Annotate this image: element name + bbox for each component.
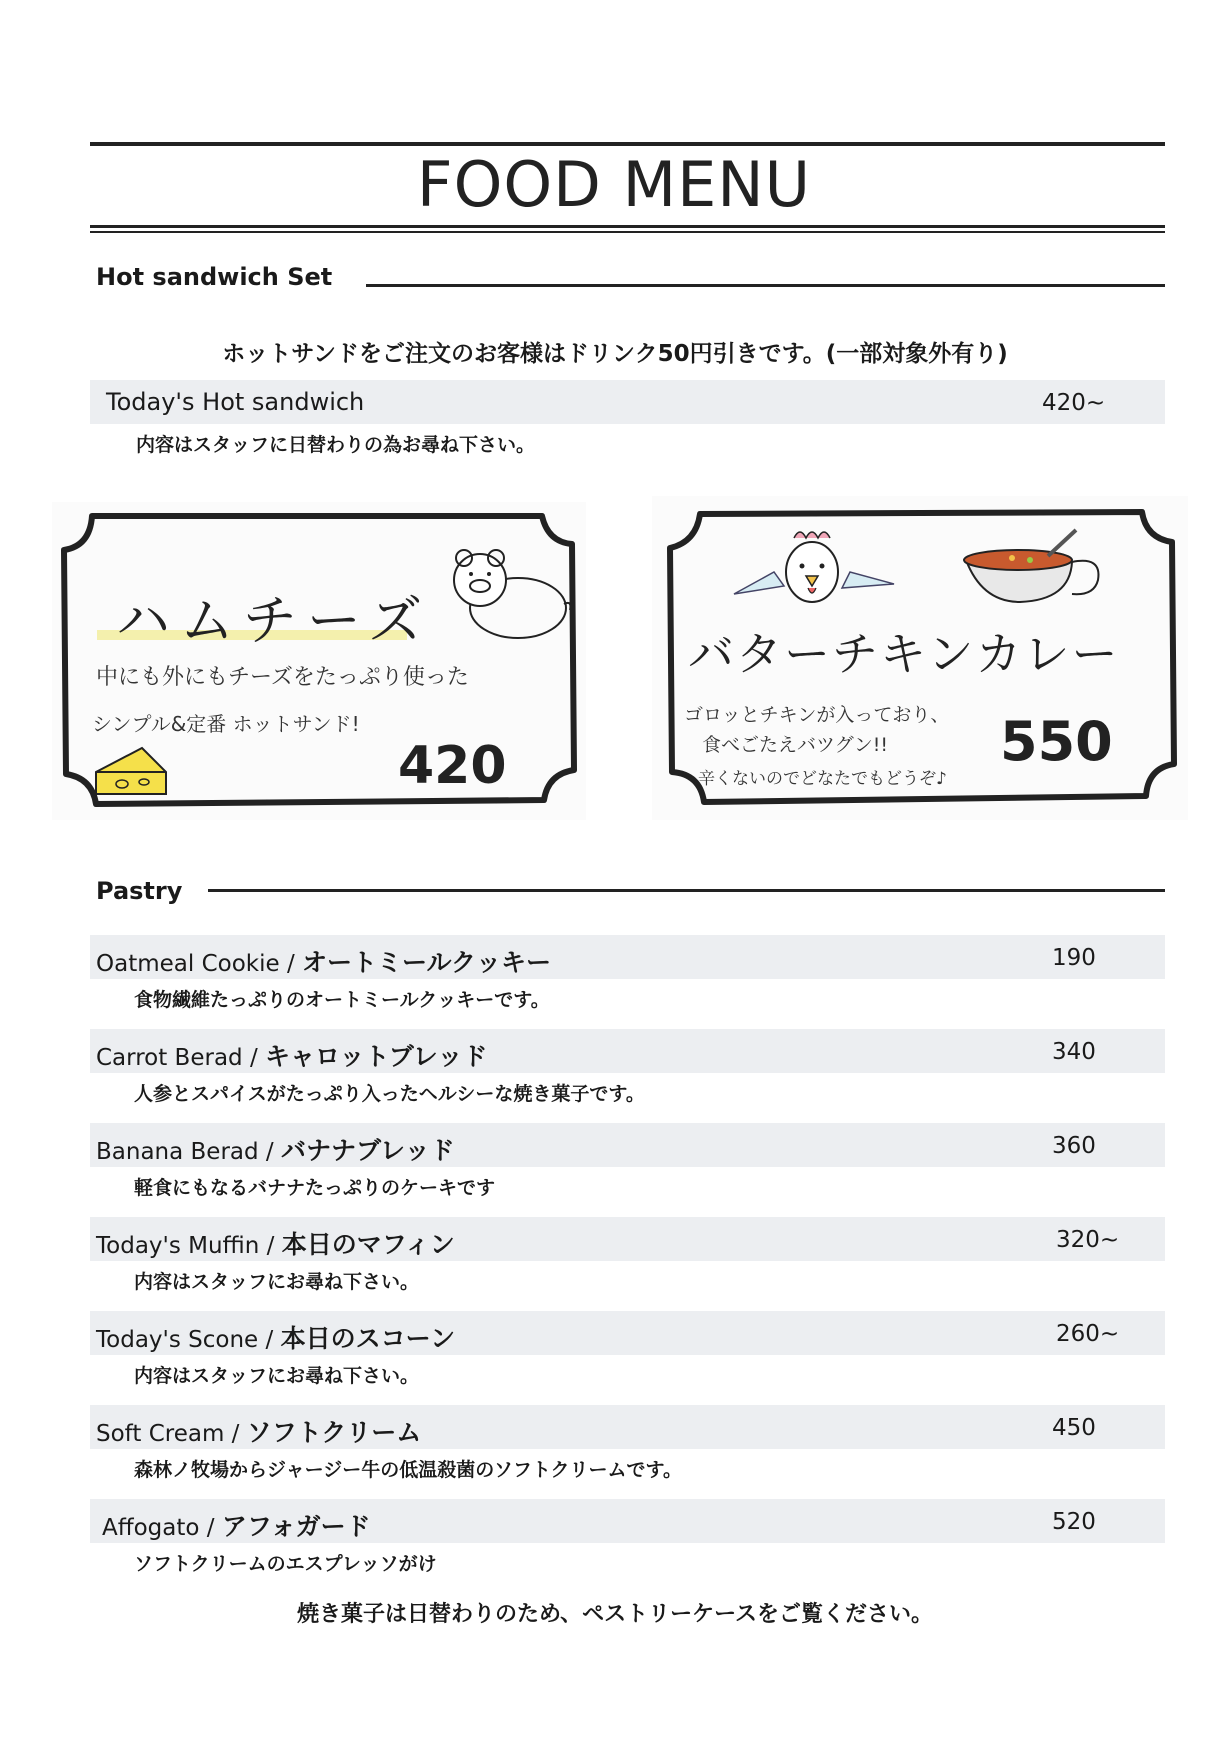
title-bottom-rule-1	[90, 225, 1165, 228]
pastry-item-desc: 人参とスパイスがたっぷり入ったヘルシーな焼き菓子です。	[134, 1083, 645, 1105]
pastry-item-price: 340	[1052, 1039, 1096, 1065]
pastry-item-jp: キャロットブレッド	[265, 1042, 488, 1071]
pastry-item-desc: 内容はスタッフにお尋ね下さい。	[134, 1365, 420, 1387]
pastry-item-name	[96, 1413, 421, 1449]
pastry-item-name	[96, 1225, 455, 1261]
pastry-item-desc: 軽食にもなるバナナたっぷりのケーキです	[134, 1177, 496, 1199]
pastry-item-jp: バナナブレッド	[280, 1136, 455, 1165]
pastry-heading-rule	[208, 889, 1165, 892]
ham-cheese-line2: シンプル&定番 ホットサンド!	[92, 712, 360, 736]
hot-sandwich-desc: 内容はスタッフに日替わりの為お尋ね下さい。	[136, 434, 536, 456]
drink-discount-notice: ホットサンドをご注文のお客様はドリンク50円引きです。(一部対象外有り)	[222, 341, 1008, 367]
title-bottom-rule-2	[90, 231, 1165, 233]
pastry-item-desc: 食物繊維たっぷりのオートミールクッキーです。	[134, 989, 550, 1011]
pastry-item-name	[96, 1037, 488, 1073]
pastry-item-price: 450	[1052, 1415, 1096, 1441]
butter-chicken-line2: 食べごたえバツグン!!	[702, 734, 889, 756]
pastry-item-jp: オートミールクッキー	[302, 948, 552, 977]
hot-sandwich-price: 420~	[1042, 390, 1106, 416]
pastry-item-separator: /	[259, 1233, 282, 1259]
ham-cheese-price: 420	[398, 736, 507, 796]
pastry-heading: Pastry	[96, 877, 183, 905]
pastry-item-desc: ソフトクリームのエスプレッソがけ	[134, 1553, 437, 1575]
pastry-item-price: 190	[1052, 945, 1096, 971]
hot-sandwich-heading-rule	[366, 284, 1165, 287]
pastry-item-name	[96, 1131, 455, 1167]
butter-chicken-line1: ゴロッとチキンが入っており、	[684, 704, 950, 726]
pastry-item-en: Today's Scone	[96, 1327, 259, 1353]
title-top-rule	[90, 142, 1165, 146]
butter-chicken-price: 550	[1000, 710, 1113, 773]
pastry-item-separator: /	[242, 1045, 266, 1071]
pastry-item-en: Carrot Berad	[96, 1045, 243, 1071]
pastry-item-en: Oatmeal Cookie	[96, 951, 280, 977]
butter-chicken-title: バターチキンカレー	[688, 627, 1120, 681]
pastry-footer-note: 焼き菓子は日替わりのため、ペストリーケースをご覧ください。	[296, 1602, 934, 1627]
butter-chicken-line3: 辛くないのでどなたでもどうぞ♪	[698, 769, 947, 789]
pastry-item-en: Soft Cream	[96, 1421, 225, 1447]
cheese-icon	[92, 742, 172, 798]
ham-cheese-card	[52, 502, 586, 820]
page-title: FOOD MENU	[416, 148, 812, 221]
pastry-item-separator: /	[258, 1139, 281, 1165]
pastry-item-separator: /	[199, 1515, 222, 1541]
pastry-item-jp: 本日のスコーン	[280, 1324, 456, 1353]
pastry-item-price: 360	[1052, 1133, 1096, 1159]
butter-chicken-card	[652, 496, 1188, 820]
pastry-item-separator: /	[224, 1421, 247, 1447]
pastry-item-name	[96, 943, 551, 979]
pastry-item-price: 260~	[1056, 1321, 1120, 1347]
pastry-item-name	[102, 1507, 371, 1543]
pastry-item-en: Today's Muffin	[96, 1233, 260, 1259]
hot-sandwich-name: Today's Hot sandwich	[106, 388, 365, 416]
ham-cheese-line1: 中にも外にもチーズをたっぷり使った	[96, 665, 469, 690]
pastry-item-separator: /	[279, 951, 303, 977]
pastry-item-desc: 内容はスタッフにお尋ね下さい。	[134, 1271, 420, 1293]
pastry-item-separator: /	[258, 1327, 281, 1353]
pastry-item-name	[96, 1319, 455, 1355]
pastry-item-jp: アフォガード	[221, 1512, 371, 1541]
pastry-item-jp: ソフトクリーム	[246, 1418, 422, 1447]
pastry-item-en: Banana Berad	[96, 1139, 259, 1165]
curry-gravy-boat-icon	[952, 522, 1112, 612]
pastry-item-jp: 本日のマフィン	[281, 1230, 455, 1259]
pastry-item-price: 320~	[1056, 1227, 1120, 1253]
pastry-item-en: Affogato	[102, 1515, 200, 1541]
ham-cheese-title: ハムチーズ	[116, 589, 433, 652]
hot-sandwich-heading: Hot sandwich Set	[96, 263, 333, 291]
pastry-item-desc: 森林ノ牧場からジャージー牛の低温殺菌のソフトクリームです。	[134, 1459, 682, 1481]
pastry-item-price: 520	[1052, 1509, 1096, 1535]
pig-icon	[438, 540, 578, 650]
